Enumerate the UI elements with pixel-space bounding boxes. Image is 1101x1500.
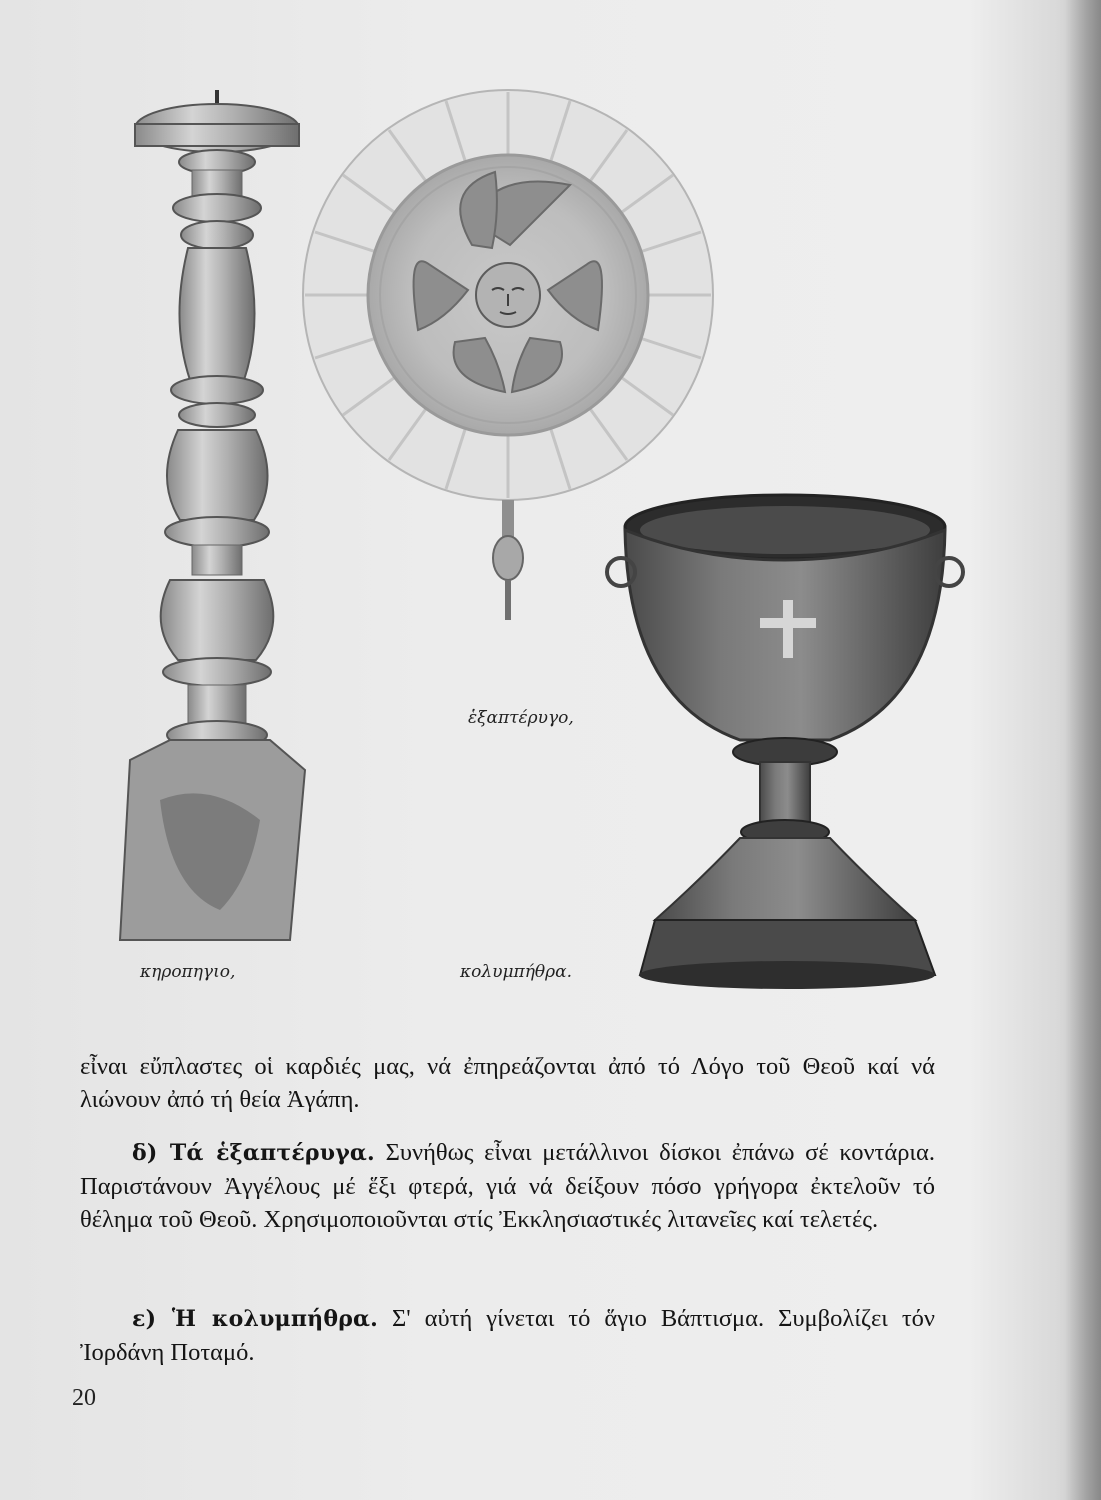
page-number: 20 (72, 1385, 96, 1411)
caption-baptismal-font: κολυμπήθρα. (460, 962, 573, 982)
body-baptismal-font: Σ' αὐτή γίνεται τό ἅγιο Βάπτισμα. Συμβολίζει τόν Ἰορδάνη Ποταμό. (80, 1304, 935, 1366)
illustration (100, 80, 980, 1000)
paragraph-continuation: εἶναι εὔπλαστες οἱ καρδιές μας, νά ἐπηρεάζονται ἀπό τό Λόγο τοῦ Θεοῦ καί νά λιώνουν ἀπό τή θεία Ἀγάπη. (80, 1052, 935, 1113)
body-hexapterygon: Συνήθως εἶναι μετάλλινοι δίσκοι ἐπάνω σέ κοντάρια. Παριστάνουν Ἀγγέλους μέ ἕξι φτερά, γιά νά δείξουν πόσο γρήγορα ἐκτελοῦν τό θέλημα τοῦ Θεοῦ. Χρησιμοποιοῦνται στίς Ἐκκλησιαστικές λιτανεῖες καί τελετές. (80, 1138, 935, 1233)
paragraph-hexapterygon (80, 1136, 935, 1236)
heading-hexapterygon: δ) Τά ἑξαπτέρυγα. (132, 1139, 375, 1166)
caption-candlestick: κηροπηγιο, (140, 962, 236, 982)
page-edge-shadow (1065, 0, 1101, 1500)
baptismal-font-illustration (607, 495, 963, 989)
fan-pole (502, 500, 514, 540)
paragraph-baptismal-font (80, 1302, 935, 1369)
heading-baptismal-font: ε) Ἡ κολυμπήθρα. (132, 1305, 379, 1332)
fan-knob (493, 536, 523, 580)
caption-hexapterygon: ἑξαπτέρυγο, (468, 708, 574, 728)
candlestick-illustration (120, 90, 305, 940)
